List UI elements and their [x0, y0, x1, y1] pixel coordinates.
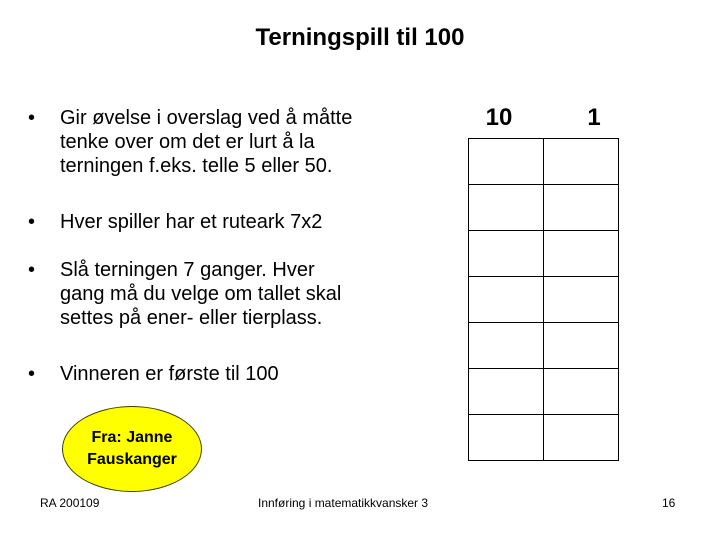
footer-date: RA 200109 — [40, 496, 100, 510]
footer-page-number: 16 — [662, 496, 676, 510]
bullet-item — [28, 106, 448, 178]
grid-cell — [544, 323, 619, 369]
bullet-line: settes på ener- eller tierplass. — [60, 307, 323, 329]
grid-cell — [469, 323, 544, 369]
bullet-line: Slå terningen 7 ganger. Hver — [60, 259, 315, 281]
badge-line: Fra: Janne — [91, 429, 173, 446]
grid-cell — [544, 231, 619, 277]
grid-cell — [469, 415, 544, 461]
badge-line: Fauskanger — [87, 451, 177, 468]
grid-row — [469, 277, 619, 323]
grid-row — [469, 415, 619, 461]
slide-title: Terningspill til 100 — [255, 24, 465, 51]
grid-header-tens: 10 — [485, 104, 513, 131]
bullet-line: Gir øvelse i overslag ved å måtte — [60, 107, 353, 129]
author-badge — [62, 406, 202, 492]
grid-cell — [544, 369, 619, 415]
bullet-line: Hver spiller har et ruteark 7x2 — [60, 211, 323, 233]
bullet-marker: • — [28, 107, 36, 129]
grid-cell — [544, 415, 619, 461]
bullet-marker: • — [28, 363, 36, 385]
grid-row — [469, 185, 619, 231]
grid-cell — [469, 369, 544, 415]
grid-cell — [469, 185, 544, 231]
grid-row — [469, 323, 619, 369]
grid-row — [469, 369, 619, 415]
bullet-line: terningen f.eks. telle 5 eller 50. — [60, 155, 333, 177]
score-grid — [468, 138, 619, 461]
bullet-marker: • — [28, 259, 36, 281]
footer-course: Innføring i matematikkvansker 3 — [258, 496, 429, 510]
bullet-item — [28, 258, 448, 330]
bullet-line: Vinneren er første til 100 — [60, 363, 279, 385]
bullet-marker: • — [28, 211, 36, 233]
grid-row — [469, 231, 619, 277]
grid-header-ones: 1 — [587, 104, 601, 131]
grid-cell — [469, 139, 544, 185]
grid-cell — [469, 231, 544, 277]
grid-cell — [469, 277, 544, 323]
grid-cell — [544, 185, 619, 231]
grid-cell — [544, 277, 619, 323]
grid-cell — [544, 139, 619, 185]
bullet-line: tenke over om det er lurt å la — [60, 131, 315, 153]
bullet-item — [28, 362, 448, 386]
bullet-line: gang må du velge om tallet skal — [60, 283, 342, 305]
grid-row — [469, 139, 619, 185]
bullet-item — [28, 210, 448, 234]
